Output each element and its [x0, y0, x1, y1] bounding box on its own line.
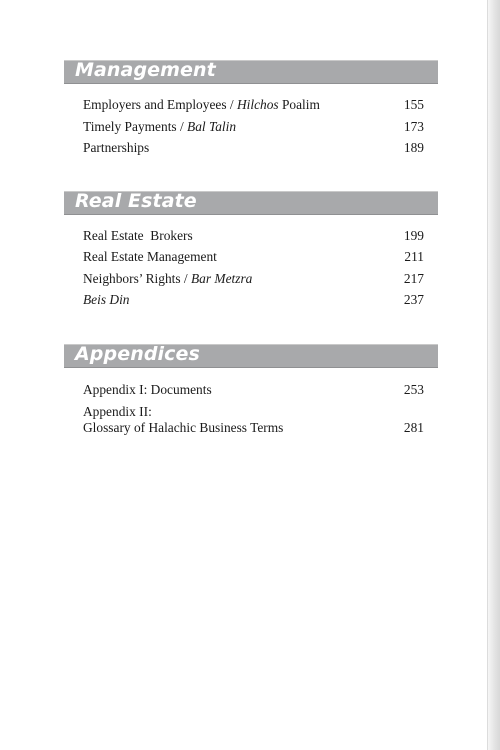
page-edge	[487, 0, 500, 750]
toc-entry[interactable]	[83, 228, 424, 244]
toc-entry[interactable]	[83, 119, 424, 135]
toc-entry[interactable]	[83, 404, 424, 436]
entry-page-number: 173	[403, 119, 424, 134]
entry-title: Real Estate Management	[83, 249, 217, 264]
toc-entry[interactable]	[83, 271, 424, 287]
entry-page-number: 253	[403, 382, 424, 397]
entry-title: Partnerships	[83, 140, 150, 155]
entry-page-number: 217	[403, 271, 424, 286]
section-real-estate	[64, 190, 438, 307]
section-management	[64, 59, 438, 155]
toc-entry[interactable]	[83, 382, 424, 398]
entry-page-number: 155	[403, 97, 424, 112]
entry-page-number: 199	[403, 228, 424, 243]
entry-page-number: 189	[403, 140, 424, 155]
entry-title: Beis Din	[83, 292, 130, 307]
entry-title: Timely Payments / Bal Talin	[83, 119, 237, 134]
entry-title: Appendix I: Documents	[83, 382, 212, 397]
section-title: Management	[75, 59, 216, 81]
entry-page-number: 281	[403, 420, 424, 435]
section-title: Real Estate	[75, 190, 197, 212]
entry-title: Neighbors’ Rights / Bar Metzra	[83, 271, 253, 286]
entry-page-number: 237	[403, 292, 424, 307]
entry-page-number: 211	[404, 249, 424, 264]
section-title: Appendices	[75, 343, 200, 365]
toc-entry[interactable]	[83, 249, 424, 265]
toc-entry[interactable]	[83, 292, 424, 308]
entry-title: Appendix II: Glossary of Halachic Business Terms	[83, 404, 284, 435]
toc-entry[interactable]	[83, 97, 424, 113]
section-appendices	[64, 343, 438, 435]
entry-title: Employers and Employees / Hilchos Poalim	[83, 97, 320, 112]
toc-entry[interactable]	[83, 140, 424, 156]
entry-title: Real Estate Brokers	[83, 228, 193, 243]
